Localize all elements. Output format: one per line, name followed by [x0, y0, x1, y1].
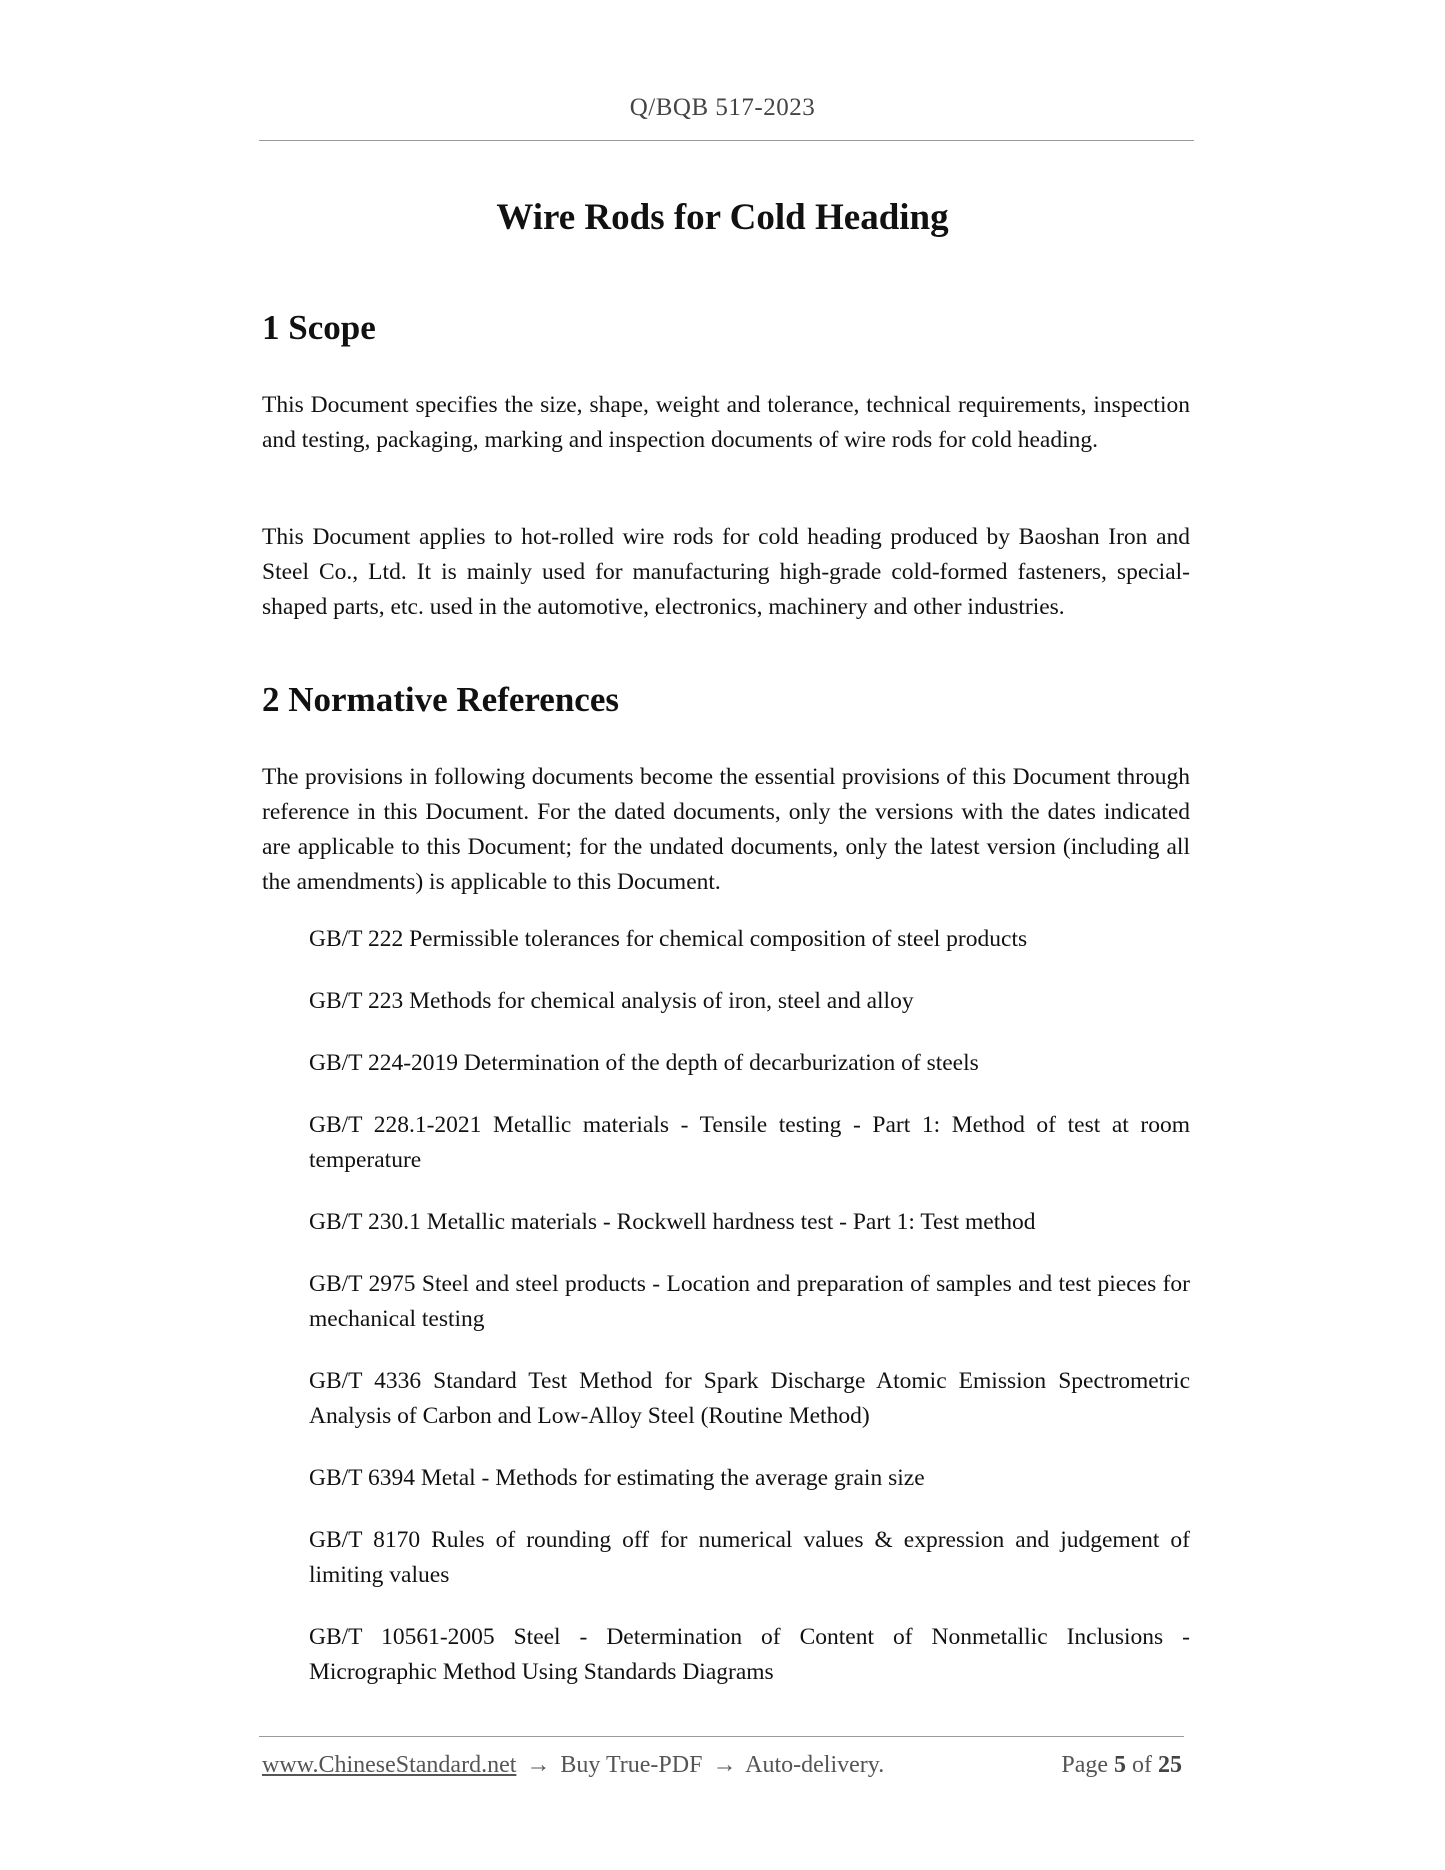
reference-item: GB/T 6394 Metal - Methods for estimating the average grain size	[309, 1465, 925, 1491]
auto-delivery-text: Auto-delivery.	[745, 1752, 885, 1778]
references-intro-paragraph: The provisions in following documents become the essential provisions of this Document through reference in this Document. For the dated documents, only the versions with the dates indicated are applicable to this Document; for the undated documents, only the latest version (including all the amendments) is applicable to this Document.	[262, 764, 1190, 895]
reference-list	[309, 922, 1190, 1717]
footer-divider	[259, 1736, 1184, 1737]
page-indicator	[1061, 1752, 1182, 1779]
reference-item: GB/T 4336 Standard Test Method for Spark Discharge Atomic Emission Spectrometric Analysis of Carbon and Low-Alloy Steel (Routine Method)	[309, 1368, 1190, 1429]
reference-item: GB/T 223 Methods for chemical analysis of iron, steel and alloy	[309, 988, 914, 1014]
reference-item: GB/T 230.1 Metallic materials - Rockwell hardness test - Part 1: Test method	[309, 1209, 1036, 1235]
current-page-number: 5	[1114, 1752, 1126, 1778]
reference-item: GB/T 228.1-2021 Metallic materials - Tensile testing - Part 1: Method of test at room temperature	[309, 1112, 1190, 1173]
section-heading-normative-references: 2 Normative References	[262, 680, 619, 719]
section-heading-scope: 1 Scope	[262, 308, 376, 347]
reference-item: GB/T 8170 Rules of rounding off for numerical values & expression and judgement of limiting values	[309, 1527, 1190, 1588]
total-page-count: 25	[1158, 1752, 1182, 1778]
scope-paragraph-1: This Document specifies the size, shape, weight and tolerance, technical requirements, inspection and testing, packaging, marking and inspection documents of wire rods for cold heading.	[262, 392, 1190, 453]
reference-item: GB/T 222 Permissible tolerances for chemical composition of steel products	[309, 926, 1028, 952]
header-divider	[259, 140, 1194, 141]
arrow-right-icon: →	[526, 1752, 551, 1778]
page-label: Page	[1061, 1752, 1108, 1778]
buy-true-pdf-text: Buy True-PDF	[560, 1752, 703, 1778]
reference-item: GB/T 10561-2005 Steel - Determination of Content of Nonmetallic Inclusions - Micrographic Method Using Standards Diagrams	[309, 1624, 1190, 1685]
reference-item: GB/T 224-2019 Determination of the depth of decarburization of steels	[309, 1050, 979, 1076]
reference-item: GB/T 2975 Steel and steel products - Location and preparation of samples and test pieces for mechanical testing	[309, 1271, 1190, 1332]
page-of-label: of	[1132, 1752, 1152, 1778]
document-code: Q/BQB 517-2023	[629, 94, 816, 121]
footer-purchase-line	[262, 1752, 884, 1779]
arrow-right-icon: →	[712, 1752, 737, 1778]
chinesestandard-link[interactable]: www.ChineseStandard.net	[262, 1752, 517, 1778]
document-title: Wire Rods for Cold Heading	[496, 197, 949, 238]
scope-paragraph-2: This Document applies to hot-rolled wire rods for cold heading produced by Baoshan Iron and Steel Co., Ltd. It is mainly used for manufacturing high-grade cold-formed fasteners, special-shaped parts, etc. used in the automotive, electronics, machinery and other industries.	[262, 524, 1190, 620]
